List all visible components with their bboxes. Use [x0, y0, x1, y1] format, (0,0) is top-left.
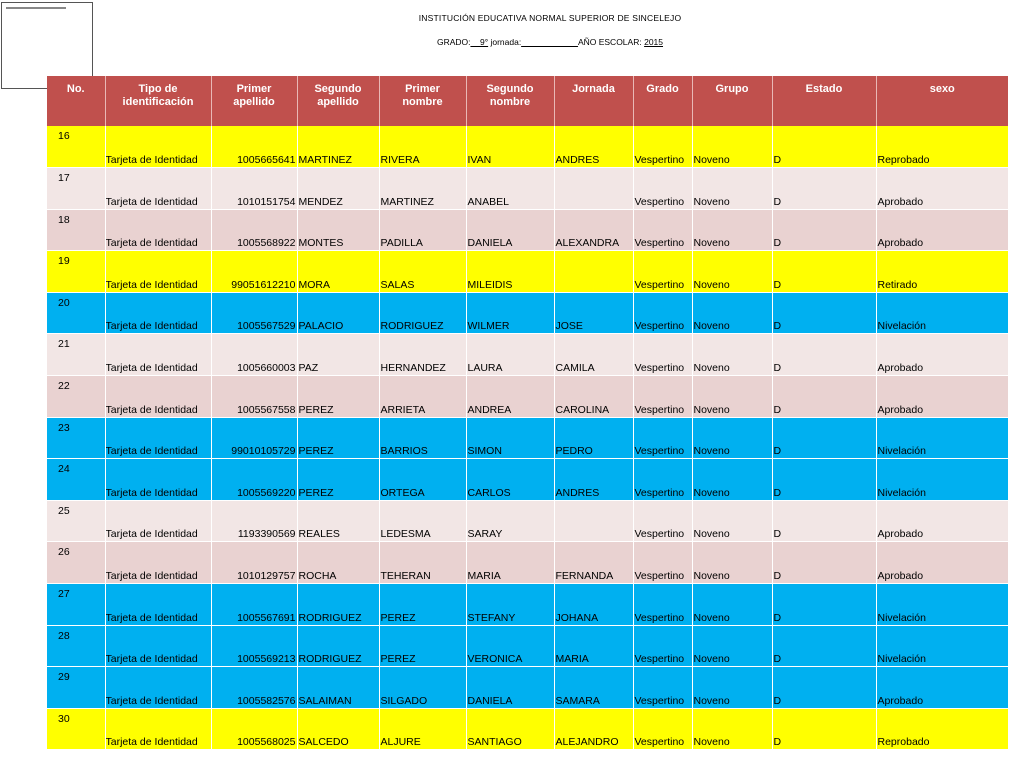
cell-grado: Noveno — [692, 209, 772, 251]
table-row — [47, 708, 1008, 750]
cell-primer-apellido: PEREZ — [297, 376, 379, 418]
cell-estado: Reprobado — [876, 126, 1008, 168]
cell-segundo-apellido: PADILLA — [379, 209, 466, 251]
cell-jornada: Vespertino — [633, 251, 692, 293]
cell-tipo-identificacion: Tarjeta de Identidad — [105, 459, 211, 501]
cell-documento: 1005567691 — [211, 584, 297, 626]
cell-tipo-identificacion: Tarjeta de Identidad — [105, 542, 211, 584]
cell-tipo-identificacion: Tarjeta de Identidad — [105, 625, 211, 667]
cell-estado: Reprobado — [876, 708, 1008, 750]
students-table — [47, 76, 1009, 750]
cell-grupo: D — [772, 708, 876, 750]
cell-estado: Nivelación — [876, 292, 1008, 334]
cell-jornada: Vespertino — [633, 584, 692, 626]
cell-grado: Noveno — [692, 667, 772, 709]
cell-grado: Noveno — [692, 459, 772, 501]
table-row — [47, 459, 1008, 501]
cell-tipo-identificacion: Tarjeta de Identidad — [105, 667, 211, 709]
cell-primer-nombre: VERONICA — [466, 625, 554, 667]
cell-grupo: D — [772, 376, 876, 418]
cell-primer-apellido: RODRIGUEZ — [297, 584, 379, 626]
cell-no: 28 — [47, 625, 105, 667]
cell-no: 17 — [47, 168, 105, 210]
cell-estado: Aprobado — [876, 667, 1008, 709]
cell-primer-apellido: ROCHA — [297, 542, 379, 584]
cell-grupo: D — [772, 625, 876, 667]
cell-tipo-identificacion: Tarjeta de Identidad — [105, 334, 211, 376]
cell-grupo: D — [772, 209, 876, 251]
cell-segundo-nombre: MARIA — [554, 625, 633, 667]
cell-no: 30 — [47, 708, 105, 750]
cell-estado: Nivelación — [876, 584, 1008, 626]
cell-primer-nombre: CARLOS — [466, 459, 554, 501]
table-row — [47, 376, 1008, 418]
col-header-grupo: Grupo — [692, 76, 772, 126]
cell-jornada: Vespertino — [633, 376, 692, 418]
col-header-sexo: sexo — [876, 76, 1008, 126]
cell-jornada: Vespertino — [633, 334, 692, 376]
cell-no: 24 — [47, 459, 105, 501]
table-row — [47, 251, 1008, 293]
table-row — [47, 168, 1008, 210]
cell-documento: 1005568922 — [211, 209, 297, 251]
cell-grado: Noveno — [692, 126, 772, 168]
table-header-row — [47, 76, 1008, 126]
cell-no: 16 — [47, 126, 105, 168]
cell-documento: 99010105729 — [211, 417, 297, 459]
cell-no: 26 — [47, 542, 105, 584]
cell-primer-nombre: STEFANY — [466, 584, 554, 626]
cell-tipo-identificacion: Tarjeta de Identidad — [105, 417, 211, 459]
cell-jornada: Vespertino — [633, 542, 692, 584]
cell-grupo: D — [772, 500, 876, 542]
cell-jornada: Vespertino — [633, 708, 692, 750]
cell-segundo-nombre — [554, 251, 633, 293]
cell-grupo: D — [772, 542, 876, 584]
cell-grado: Noveno — [692, 376, 772, 418]
grado-value: __9° — [470, 37, 489, 47]
cell-segundo-nombre: JOSE — [554, 292, 633, 334]
cell-primer-apellido: MENDEZ — [297, 168, 379, 210]
cell-documento: 1005568025 — [211, 708, 297, 750]
cell-grupo: D — [772, 292, 876, 334]
cell-grupo: D — [772, 459, 876, 501]
cell-primer-nombre: SARAY — [466, 500, 554, 542]
cell-primer-nombre: DANIELA — [466, 209, 554, 251]
cell-segundo-apellido: BARRIOS — [379, 417, 466, 459]
cell-grupo: D — [772, 334, 876, 376]
table-row — [47, 667, 1008, 709]
cell-segundo-apellido: PEREZ — [379, 584, 466, 626]
grado-label: GRADO: — [436, 37, 471, 47]
cell-primer-nombre: ANABEL — [466, 168, 554, 210]
cell-jornada: Vespertino — [633, 459, 692, 501]
cell-documento: 99051612210 — [211, 251, 297, 293]
cell-jornada: Vespertino — [633, 417, 692, 459]
table-row — [47, 625, 1008, 667]
cell-documento: 1005569213 — [211, 625, 297, 667]
cell-grado: Noveno — [692, 168, 772, 210]
cell-primer-apellido: REALES — [297, 500, 379, 542]
cell-primer-apellido: MORA — [297, 251, 379, 293]
cell-segundo-nombre — [554, 500, 633, 542]
cell-segundo-nombre: SAMARA — [554, 667, 633, 709]
cell-grupo: D — [772, 168, 876, 210]
cell-primer-apellido: RODRIGUEZ — [297, 625, 379, 667]
cell-segundo-apellido: RIVERA — [379, 126, 466, 168]
logo-caption-line — [6, 7, 66, 9]
cell-tipo-identificacion: Tarjeta de Identidad — [105, 376, 211, 418]
cell-estado: Aprobado — [876, 209, 1008, 251]
col-header-no: No. — [47, 76, 105, 126]
cell-segundo-nombre: JOHANA — [554, 584, 633, 626]
table-row — [47, 584, 1008, 626]
cell-tipo-identificacion: Tarjeta de Identidad — [105, 708, 211, 750]
table-row — [47, 209, 1008, 251]
cell-primer-apellido: SALCEDO — [297, 708, 379, 750]
cell-jornada: Vespertino — [633, 625, 692, 667]
cell-primer-apellido: SALAIMAN — [297, 667, 379, 709]
col-header-primer-apellido: Primer apellido — [211, 76, 297, 126]
cell-estado: Retirado — [876, 251, 1008, 293]
cell-primer-nombre: MILEIDIS — [466, 251, 554, 293]
anio-label: AÑO ESCOLAR: — [577, 37, 642, 47]
grade-line — [320, 37, 780, 47]
cell-primer-nombre: WILMER — [466, 292, 554, 334]
cell-no: 22 — [47, 376, 105, 418]
cell-documento: 1005665641 — [211, 126, 297, 168]
cell-tipo-identificacion: Tarjeta de Identidad — [105, 584, 211, 626]
cell-segundo-apellido: ARRIETA — [379, 376, 466, 418]
cell-estado: Aprobado — [876, 334, 1008, 376]
cell-grado: Noveno — [692, 542, 772, 584]
cell-primer-nombre: SANTIAGO — [466, 708, 554, 750]
col-header-primer-nombre: Primer nombre — [379, 76, 466, 126]
cell-no: 27 — [47, 584, 105, 626]
cell-primer-apellido: PEREZ — [297, 417, 379, 459]
cell-tipo-identificacion: Tarjeta de Identidad — [105, 126, 211, 168]
jornada-label: jornada: — [490, 37, 522, 47]
cell-segundo-apellido: SILGADO — [379, 667, 466, 709]
cell-no: 29 — [47, 667, 105, 709]
cell-jornada: Vespertino — [633, 168, 692, 210]
cell-primer-apellido: MONTES — [297, 209, 379, 251]
table-row — [47, 126, 1008, 168]
cell-no: 23 — [47, 417, 105, 459]
cell-documento: 1005660003 — [211, 334, 297, 376]
cell-segundo-nombre — [554, 168, 633, 210]
cell-primer-nombre: DANIELA — [466, 667, 554, 709]
cell-segundo-nombre: ANDRES — [554, 459, 633, 501]
cell-segundo-nombre: CAROLINA — [554, 376, 633, 418]
cell-segundo-apellido: RODRIGUEZ — [379, 292, 466, 334]
cell-no: 20 — [47, 292, 105, 334]
cell-estado: Aprobado — [876, 500, 1008, 542]
institution-title: INSTITUCIÓN EDUCATIVA NORMAL SUPERIOR DE SINCELEJO — [418, 13, 682, 23]
cell-grupo: D — [772, 667, 876, 709]
cell-segundo-apellido: ORTEGA — [379, 459, 466, 501]
cell-grado: Noveno — [692, 334, 772, 376]
cell-documento: 1005567529 — [211, 292, 297, 334]
cell-segundo-nombre: PEDRO — [554, 417, 633, 459]
cell-jornada: Vespertino — [633, 500, 692, 542]
cell-grado: Noveno — [692, 292, 772, 334]
cell-no: 19 — [47, 251, 105, 293]
cell-segundo-nombre: ANDRES — [554, 126, 633, 168]
cell-grupo: D — [772, 584, 876, 626]
cell-grado: Noveno — [692, 417, 772, 459]
cell-segundo-nombre: CAMILA — [554, 334, 633, 376]
cell-documento: 1193390569 — [211, 500, 297, 542]
cell-no: 18 — [47, 209, 105, 251]
col-header-segundo-apellido: Segundo apellido — [297, 76, 379, 126]
cell-no: 21 — [47, 334, 105, 376]
cell-jornada: Vespertino — [633, 209, 692, 251]
cell-primer-nombre: ANDREA — [466, 376, 554, 418]
col-header-tipo: Tipo de identificación — [105, 76, 211, 126]
cell-estado: Aprobado — [876, 376, 1008, 418]
anio-value: 2015 — [644, 37, 664, 47]
cell-primer-nombre: LAURA — [466, 334, 554, 376]
cell-grupo: D — [772, 417, 876, 459]
cell-primer-nombre: MARIA — [466, 542, 554, 584]
cell-grado: Noveno — [692, 625, 772, 667]
cell-segundo-nombre: ALEXANDRA — [554, 209, 633, 251]
cell-documento: 1005569220 — [211, 459, 297, 501]
cell-documento: 1010129757 — [211, 542, 297, 584]
cell-grupo: D — [772, 251, 876, 293]
cell-tipo-identificacion: Tarjeta de Identidad — [105, 251, 211, 293]
col-header-estado: Estado — [772, 76, 876, 126]
cell-primer-nombre: SIMON — [466, 417, 554, 459]
cell-tipo-identificacion: Tarjeta de Identidad — [105, 292, 211, 334]
cell-jornada: Vespertino — [633, 126, 692, 168]
cell-segundo-apellido: SALAS — [379, 251, 466, 293]
table-row — [47, 542, 1008, 584]
table-row — [47, 334, 1008, 376]
cell-segundo-apellido: PEREZ — [379, 625, 466, 667]
cell-grupo: D — [772, 126, 876, 168]
cell-grado: Noveno — [692, 708, 772, 750]
cell-no: 25 — [47, 500, 105, 542]
cell-tipo-identificacion: Tarjeta de Identidad — [105, 168, 211, 210]
cell-segundo-apellido: ALJURE — [379, 708, 466, 750]
cell-documento: 1005582576 — [211, 667, 297, 709]
table-row — [47, 500, 1008, 542]
col-header-segundo-nombre: Segundo nombre — [466, 76, 554, 126]
cell-segundo-apellido: TEHERAN — [379, 542, 466, 584]
cell-estado: Aprobado — [876, 168, 1008, 210]
cell-primer-apellido: PAZ — [297, 334, 379, 376]
cell-grado: Noveno — [692, 584, 772, 626]
cell-primer-apellido: PALACIO — [297, 292, 379, 334]
cell-segundo-apellido: LEDESMA — [379, 500, 466, 542]
table-row — [47, 417, 1008, 459]
cell-tipo-identificacion: Tarjeta de Identidad — [105, 209, 211, 251]
cell-segundo-apellido: MARTINEZ — [379, 168, 466, 210]
cell-segundo-nombre: FERNANDA — [554, 542, 633, 584]
cell-tipo-identificacion: Tarjeta de Identidad — [105, 500, 211, 542]
cell-grado: Noveno — [692, 500, 772, 542]
col-header-grado: Grado — [633, 76, 692, 126]
cell-documento: 1005567558 — [211, 376, 297, 418]
cell-primer-apellido: PEREZ — [297, 459, 379, 501]
cell-estado: Nivelación — [876, 625, 1008, 667]
jornada-value: ____________ — [521, 37, 578, 47]
cell-primer-apellido: MARTINEZ — [297, 126, 379, 168]
col-header-jornada: Jornada — [554, 76, 633, 126]
cell-jornada: Vespertino — [633, 292, 692, 334]
cell-estado: Aprobado — [876, 542, 1008, 584]
cell-documento: 1010151754 — [211, 168, 297, 210]
cell-estado: Nivelación — [876, 417, 1008, 459]
cell-segundo-apellido: HERNANDEZ — [379, 334, 466, 376]
cell-segundo-nombre: ALEJANDRO — [554, 708, 633, 750]
cell-grado: Noveno — [692, 251, 772, 293]
cell-estado: Nivelación — [876, 459, 1008, 501]
cell-primer-nombre: IVAN — [466, 126, 554, 168]
cell-jornada: Vespertino — [633, 667, 692, 709]
table-row — [47, 292, 1008, 334]
